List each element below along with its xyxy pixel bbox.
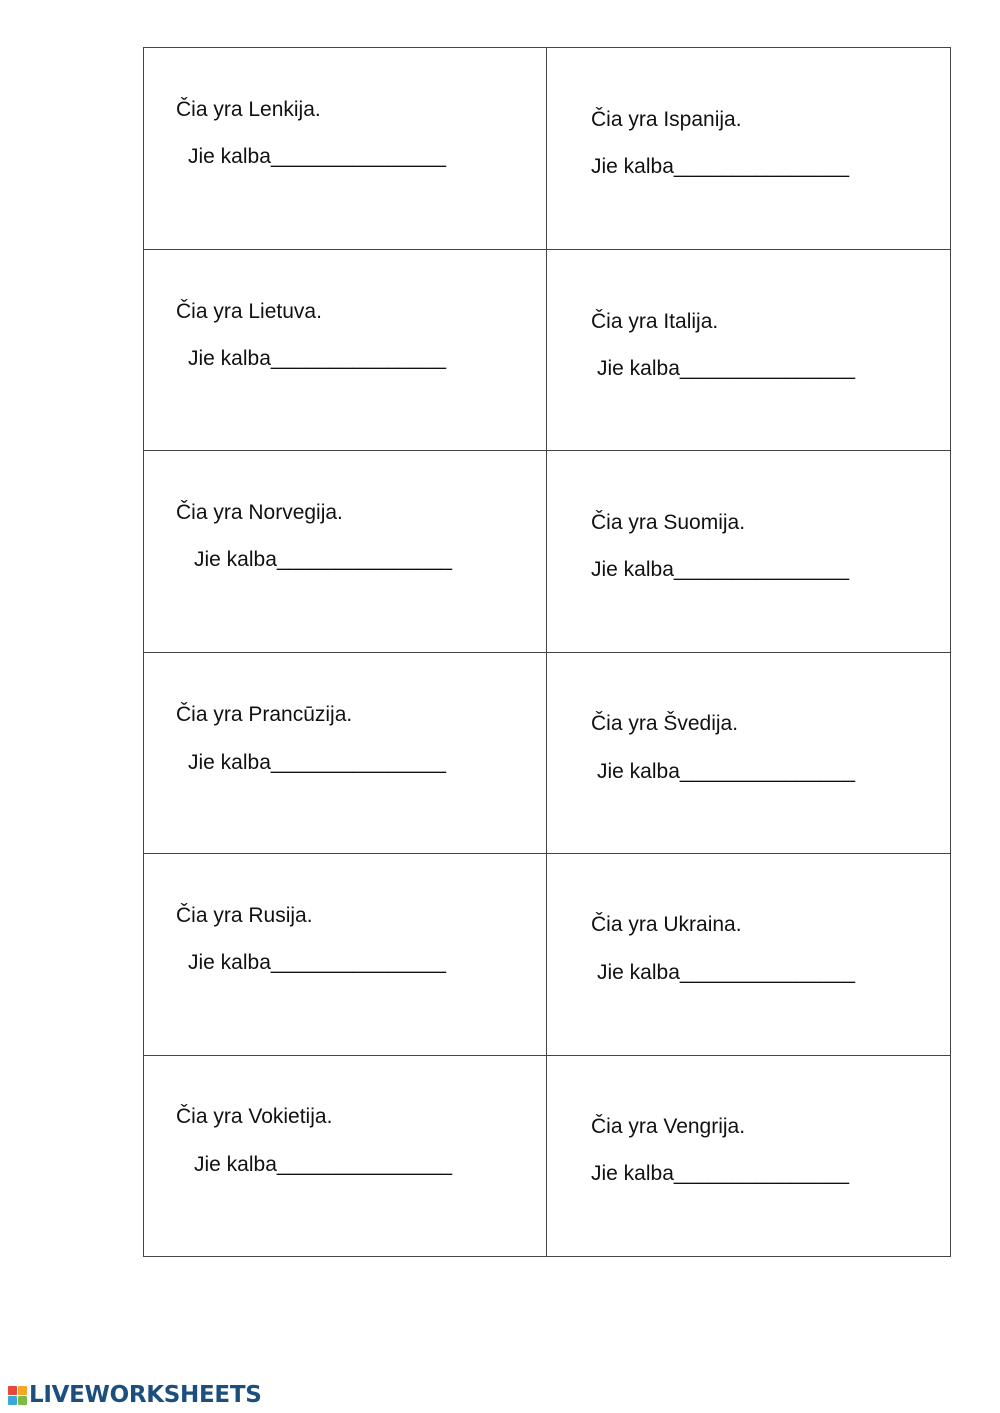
worksheet-grid [143,47,951,1257]
language-answer-line[interactable]: Jie kalba_______________ [188,145,447,168]
country-line: Čia yra Norvegija. [176,501,343,524]
liveworksheets-logo-icon [8,1386,27,1405]
card-norvegija [144,451,547,653]
language-answer-line[interactable]: Jie kalba_______________ [194,1152,453,1176]
country-line: Čia yra Ukraina. [591,913,742,936]
card-italija [547,250,951,452]
card-vokietija [144,1056,547,1258]
card-svedija [547,653,951,855]
language-answer-line[interactable]: Jie kalba_______________ [194,548,453,571]
card-lenkija [144,48,547,250]
card-rusija [144,854,547,1056]
card-ukraina [547,854,951,1056]
card-suomija [547,451,951,653]
language-answer-line[interactable]: Jie kalba_______________ [597,356,856,380]
country-line: Čia yra Suomija. [591,511,746,534]
language-answer-line[interactable]: Jie kalba_______________ [597,961,856,984]
country-line: Čia yra Vokietija. [176,1104,333,1128]
language-answer-line[interactable]: Jie kalba_______________ [188,750,447,774]
card-ispanija [547,48,951,250]
language-answer-line[interactable]: Jie kalba_______________ [591,558,850,581]
country-line: Čia yra Lenkija. [176,98,321,121]
card-prancuzija [144,653,547,855]
language-answer-line[interactable]: Jie kalba_______________ [188,951,447,974]
country-line: Čia yra Švedija. [591,711,739,735]
language-answer-line[interactable]: Jie kalba_______________ [188,346,447,370]
card-vengrija [547,1056,951,1258]
brand-name: LIVEWORKSHEETS [29,1382,262,1408]
country-line: Čia yra Rusija. [176,904,313,927]
country-line: Čia yra Ispanija. [591,108,742,131]
language-answer-line[interactable]: Jie kalba_______________ [597,759,856,783]
country-line: Čia yra Italija. [591,309,719,333]
liveworksheets-logo[interactable] [8,1381,261,1409]
card-lietuva [144,250,547,452]
language-answer-line[interactable]: Jie kalba_______________ [591,155,850,178]
language-answer-line[interactable]: Jie kalba_______________ [591,1161,850,1185]
country-line: Čia yra Vengrija. [591,1114,746,1138]
country-line: Čia yra Lietuva. [176,299,322,323]
country-line: Čia yra Prancūzija. [176,702,353,726]
